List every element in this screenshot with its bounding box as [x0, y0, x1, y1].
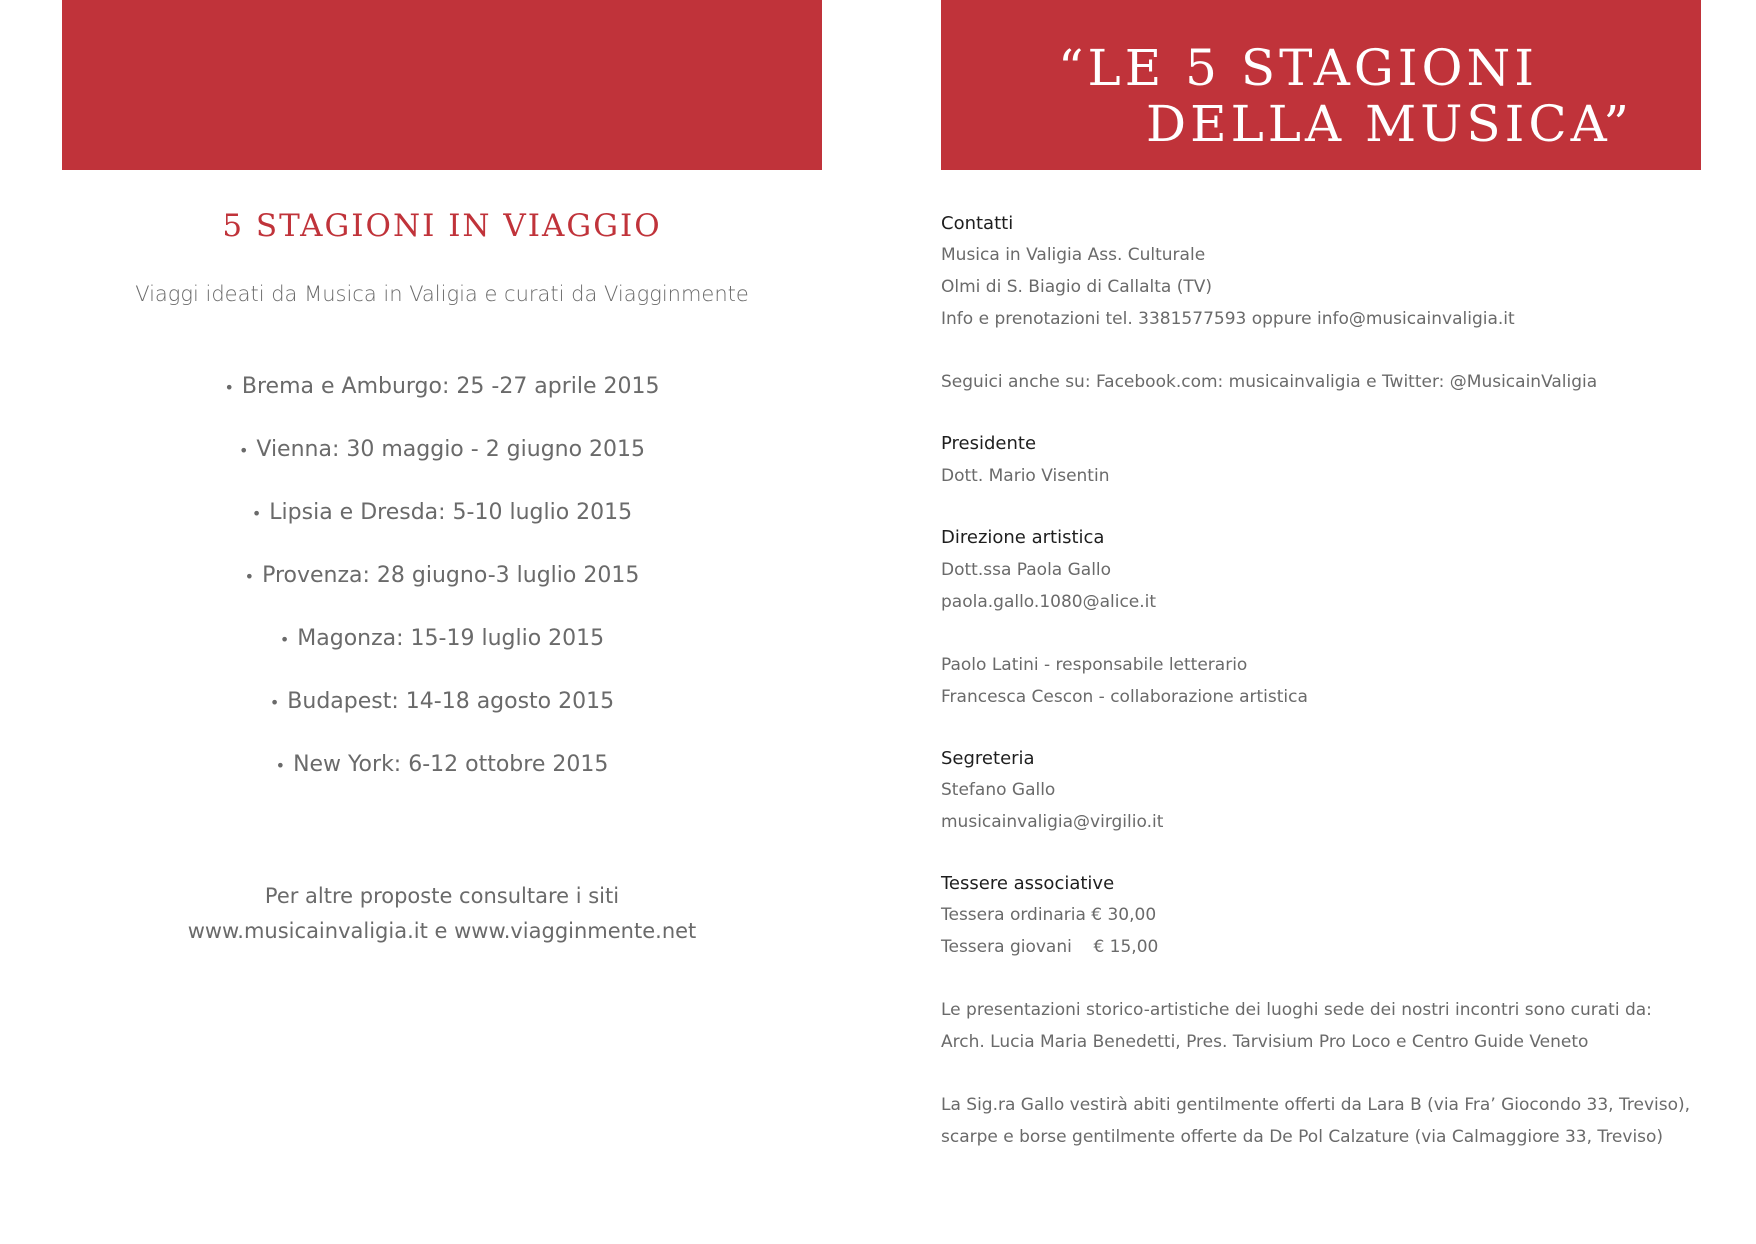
presentazioni-line: Le presentazioni storico-artistiche dei luoghi sede dei nostri incontri sono curati da:	[941, 1000, 1652, 1020]
tessera-line: Tessera ordinaria € 30,00	[941, 905, 1157, 925]
presentazioni-line: Arch. Lucia Maria Benedetti, Pres. Tarvisium Pro Loco e Centro Guide Veneto	[941, 1032, 1589, 1052]
contact-line: Info e prenotazioni tel. 3381577593 oppure info@musicainvaligia.it	[941, 309, 1515, 329]
bullet-icon: •	[275, 755, 286, 775]
trip-label: Vienna: 30 maggio - 2 giugno 2015	[256, 437, 646, 462]
contatti-heading: Contatti	[941, 213, 1014, 234]
bullet-icon: •	[269, 692, 280, 712]
presidente-heading: Presidente	[941, 433, 1037, 454]
trip-item	[62, 374, 822, 399]
trip-label: Budapest: 14-18 agosto 2015	[287, 689, 615, 714]
direzione-name: Dott.ssa Paola Gallo	[941, 560, 1112, 580]
collaborator-line: Francesca Cescon - collaborazione artistica	[941, 687, 1308, 707]
trip-label: Magonza: 15-19 luglio 2015	[297, 626, 605, 651]
more-info-text: Per altre proposte consultare i siti	[264, 884, 620, 908]
trip-label: Lipsia e Dresda: 5-10 luglio 2015	[269, 500, 633, 525]
tessera-line: Tessera giovani € 15,00	[941, 937, 1159, 957]
trip-label: Brema e Amburgo: 25 -27 aprile 2015	[241, 374, 660, 399]
direzione-heading: Direzione artistica	[941, 527, 1105, 548]
tessere-heading: Tessere associative	[941, 873, 1115, 894]
sponsor-line: La Sig.ra Gallo vestirà abiti gentilmente offerti da Lara B (via Fra’ Giocondo 33, Treviso),	[941, 1095, 1691, 1115]
trip-item	[62, 563, 822, 588]
presidente-name: Dott. Mario Visentin	[941, 466, 1110, 486]
segreteria-name: Stefano Gallo	[941, 780, 1056, 800]
collaborator-line: Paolo Latini - responsabile letterario	[941, 655, 1248, 675]
contact-line: Olmi di S. Biagio di Callalta (TV)	[941, 277, 1212, 297]
bullet-icon: •	[224, 377, 234, 397]
right-banner	[941, 0, 1701, 170]
contact-line: Musica in Valigia Ass. Culturale	[941, 245, 1206, 265]
trip-item	[62, 437, 822, 462]
websites-text: www.musicainvaligia.it e www.viagginmente.net	[187, 919, 697, 943]
bullet-icon: •	[279, 629, 290, 649]
brochure-title	[941, 40, 1701, 152]
bullet-icon: •	[244, 566, 255, 586]
trip-label: Provenza: 28 giugno-3 luglio 2015	[262, 563, 640, 588]
trip-label: New York: 6-12 ottobre 2015	[293, 752, 609, 777]
sponsor-line: scarpe e borse gentilmente offerte da De Pol Calzature (via Calmaggiore 33, Treviso)	[941, 1127, 1664, 1147]
travel-subtitle: Viaggi ideati da Musica in Valigia e curati da Viagginmente	[135, 282, 749, 306]
trip-item	[62, 689, 822, 714]
trip-item	[62, 500, 822, 525]
trip-item	[62, 752, 822, 777]
travel-heading: 5 STAGIONI IN VIAGGIO	[222, 208, 662, 244]
left-banner	[62, 0, 822, 170]
brochure-title-line1: “LE 5 STAGIONI	[1058, 39, 1539, 97]
trip-item	[62, 626, 822, 651]
segreteria-email: musicainvaligia@virgilio.it	[941, 812, 1164, 832]
social-links: Seguici anche su: Facebook.com: musicainvaligia e Twitter: @MusicainValigia	[941, 372, 1598, 392]
bullet-icon: •	[238, 440, 249, 460]
direzione-email: paola.gallo.1080@alice.it	[941, 592, 1157, 612]
segreteria-heading: Segreteria	[941, 748, 1035, 769]
brochure-title-line2: DELLA MUSICA”	[1146, 95, 1633, 153]
bullet-icon: •	[251, 503, 262, 523]
